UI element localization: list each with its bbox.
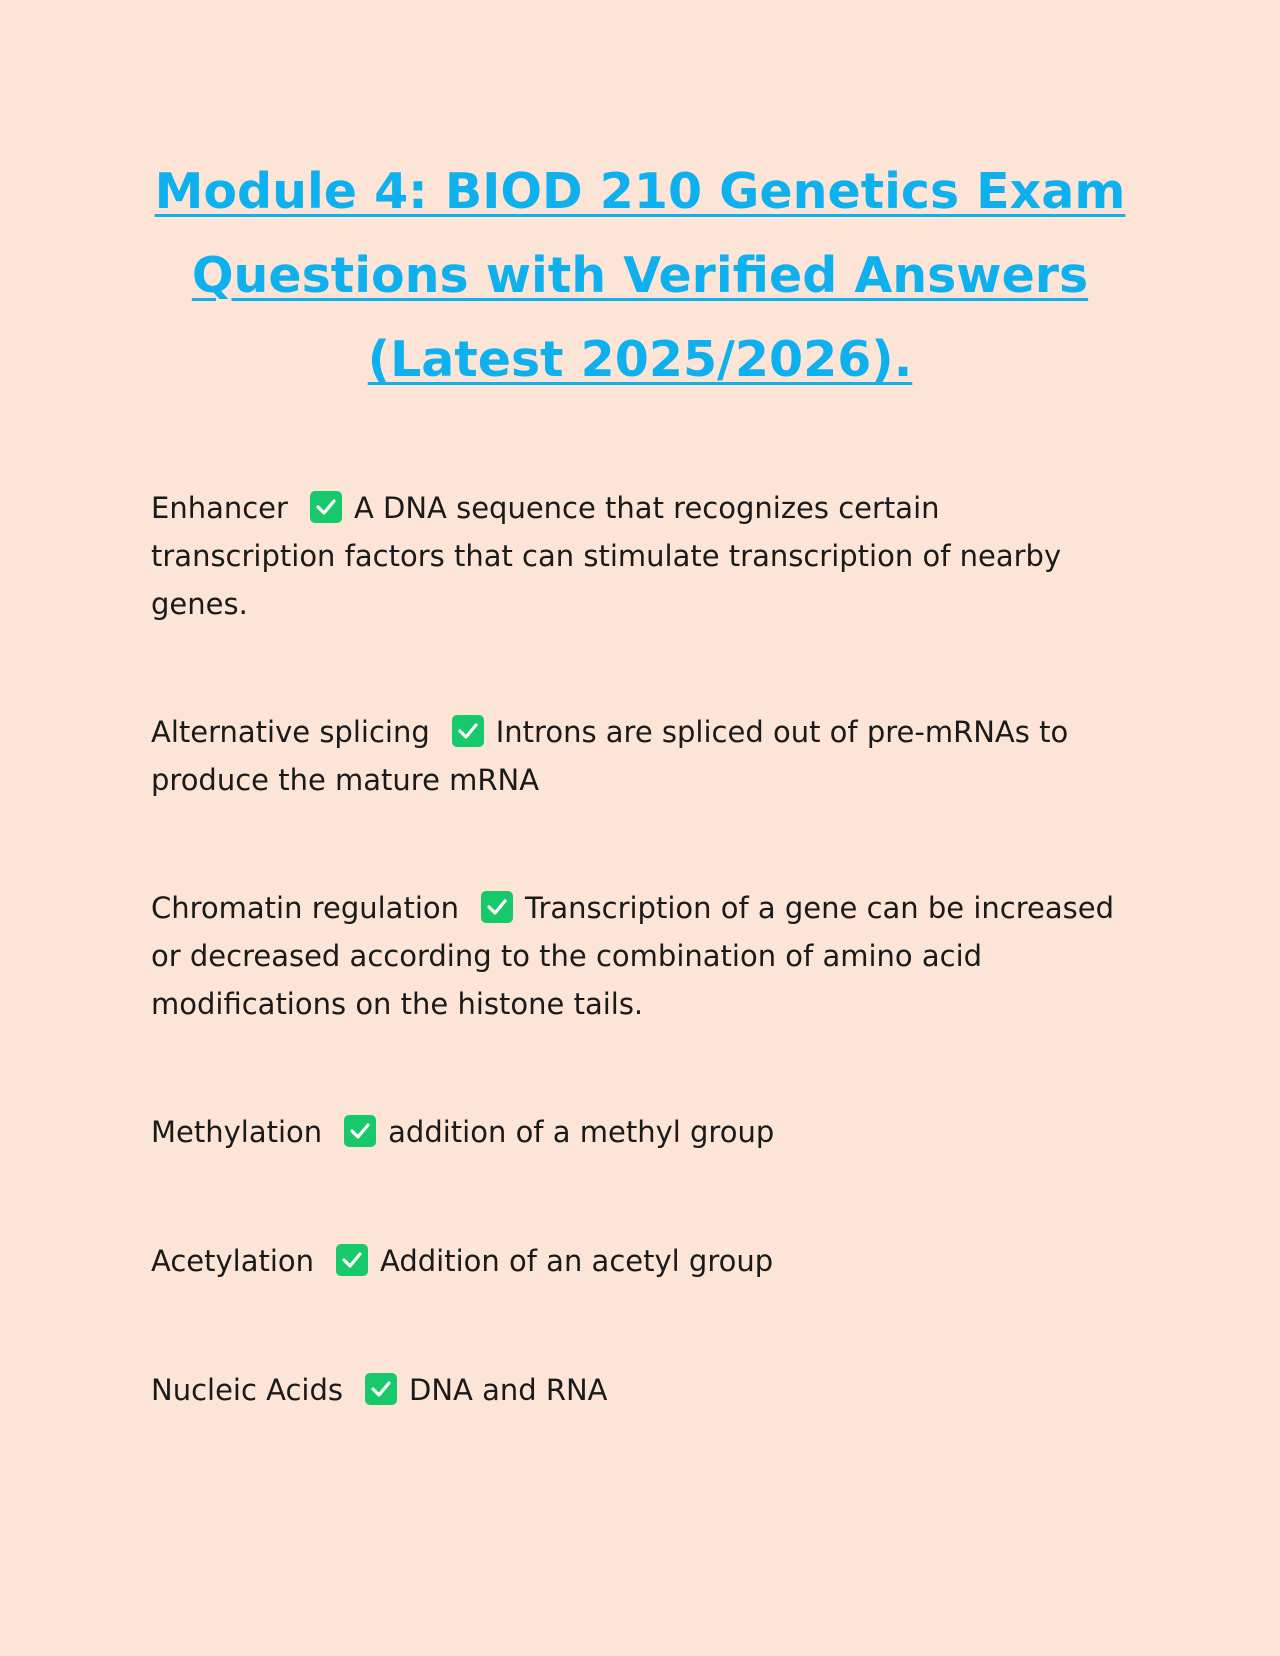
- flashcard-entry-methylation: [151, 1108, 1131, 1156]
- check-mark-icon: [365, 1373, 397, 1405]
- definition: Introns are spliced out of pre-mRNAs to produce the mature mRNA: [151, 715, 1069, 797]
- definition: Transcription of a gene can be increased or decreased according to the combination of amino acid modifications on the histone tails.: [151, 891, 1115, 1021]
- flashcard-entry-nucleic-acids: [151, 1366, 1131, 1414]
- term: Nucleic Acids: [151, 1373, 343, 1407]
- flashcard-entry-enhancer: [151, 484, 1131, 628]
- term: Enhancer: [151, 491, 288, 525]
- flashcard-entry-alternative-splicing: [151, 708, 1131, 804]
- definition: addition of a methyl group: [388, 1115, 775, 1149]
- check-mark-icon: [481, 891, 513, 923]
- check-mark-icon: [344, 1115, 376, 1147]
- flashcard-list: [151, 484, 1131, 1414]
- check-mark-icon: [310, 491, 342, 523]
- flashcard-entry-chromatin-regulation: [151, 884, 1131, 1028]
- definition: DNA and RNA: [408, 1373, 608, 1407]
- term: Methylation: [151, 1115, 323, 1149]
- term: Acetylation: [151, 1244, 315, 1278]
- check-mark-icon: [452, 715, 484, 747]
- definition: Addition of an acetyl group: [380, 1244, 774, 1278]
- check-mark-icon: [336, 1244, 368, 1276]
- term: Alternative splicing: [151, 715, 430, 749]
- term: Chromatin regulation: [151, 891, 459, 925]
- page-title: Module 4: BIOD 210 Genetics Exam Questions with Verified Answers (Latest 2025/2026).: [154, 163, 1126, 388]
- flashcard-entry-acetylation: [151, 1237, 1131, 1285]
- definition: A DNA sequence that recognizes certain transcription factors that can stimulate transcription of nearby genes.: [151, 491, 1062, 621]
